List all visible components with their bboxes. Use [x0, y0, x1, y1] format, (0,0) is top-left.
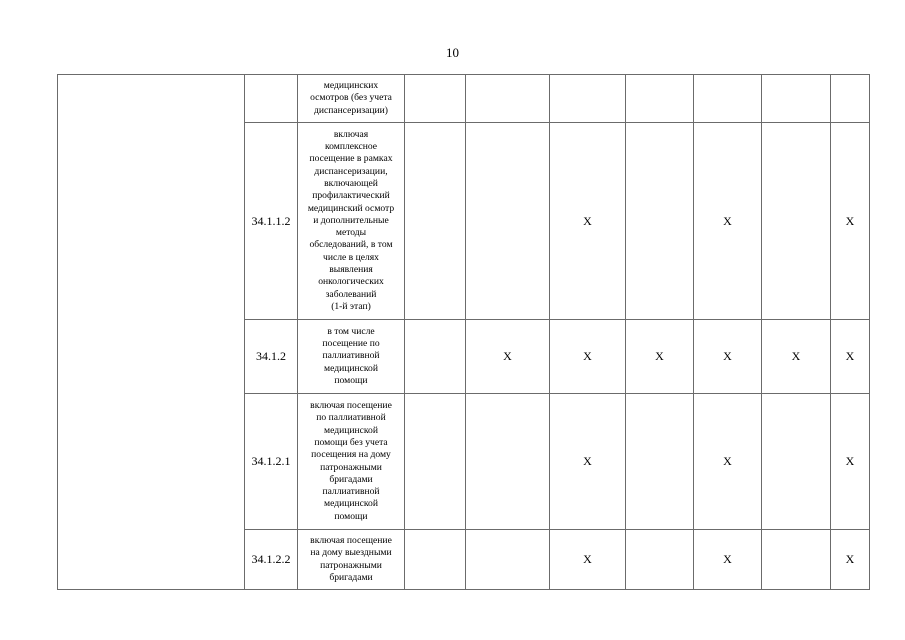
description-line: помощи без учета	[314, 436, 388, 448]
mark-cell	[762, 123, 831, 320]
description-line: посещение в рамках	[309, 153, 393, 165]
row-code	[245, 75, 298, 123]
row-code: 34.1.2	[245, 320, 298, 394]
mark-cell	[466, 394, 550, 530]
description-line: медицинской	[324, 498, 378, 510]
mark-cell	[466, 530, 550, 590]
mark-cell	[626, 75, 694, 123]
mark-cell	[694, 75, 762, 123]
description-line: обследований, в том	[309, 239, 393, 251]
mark-cell	[405, 530, 466, 590]
description-line: включающей	[324, 177, 378, 189]
description-line: методы	[335, 227, 367, 239]
description-line: патронажными	[320, 461, 382, 473]
row-description	[298, 530, 405, 590]
row-code: 34.1.2.2	[245, 530, 298, 590]
description-line: посещение по	[322, 338, 380, 350]
description-line: паллиативной	[322, 350, 380, 362]
mark-cell: X	[831, 530, 870, 590]
mark-cell: X	[694, 123, 762, 320]
description-line: бригадами	[329, 473, 373, 485]
description-line: посещения на дому	[311, 449, 391, 461]
mark-cell	[405, 320, 466, 394]
data-table	[57, 74, 870, 590]
mark-cell: X	[466, 320, 550, 394]
table-row	[58, 75, 870, 123]
mark-cell: X	[694, 394, 762, 530]
description-line: медицинских	[323, 80, 379, 92]
row-description	[298, 123, 405, 320]
description-line: включая посещение	[310, 400, 392, 412]
mark-cell: X	[831, 394, 870, 530]
mark-cell	[626, 530, 694, 590]
description-line: медицинской	[324, 424, 378, 436]
mark-cell	[626, 394, 694, 530]
description-line: медицинский осмотр	[307, 202, 395, 214]
mark-cell	[762, 75, 831, 123]
mark-cell	[466, 123, 550, 320]
row-description	[298, 75, 405, 123]
description-line: заболеваний	[325, 288, 377, 300]
description-line: помощи	[334, 374, 368, 386]
mark-cell: X	[694, 320, 762, 394]
description-line: осмотров (без учета	[310, 92, 392, 104]
page-number: 10	[446, 45, 459, 60]
mark-cell	[762, 530, 831, 590]
description-line: онкологических	[318, 276, 384, 288]
mark-cell	[831, 75, 870, 123]
mark-cell	[405, 394, 466, 530]
description-line: выявления	[329, 264, 373, 276]
mark-cell	[405, 75, 466, 123]
mark-cell: X	[550, 394, 626, 530]
mark-cell	[405, 123, 466, 320]
description-line: медицинской	[324, 362, 378, 374]
mark-cell: X	[550, 320, 626, 394]
merged-left-cell	[58, 75, 245, 590]
description-line: и дополнительные	[313, 214, 389, 226]
description-line: комплексное	[324, 141, 378, 153]
mark-cell: X	[831, 123, 870, 320]
description-line: включая	[333, 128, 369, 140]
mark-cell	[626, 123, 694, 320]
mark-cell: X	[550, 530, 626, 590]
row-description	[298, 394, 405, 530]
mark-cell: X	[550, 123, 626, 320]
description-line: в том числе	[327, 325, 375, 337]
description-line: патронажными	[320, 559, 382, 571]
description-line: по паллиативной	[316, 412, 386, 424]
mark-cell: X	[694, 530, 762, 590]
description-line: включая посещение	[310, 534, 392, 546]
mark-cell: X	[626, 320, 694, 394]
description-line: на дому выездными	[310, 547, 392, 559]
description-line: профилактический	[312, 190, 390, 202]
description-line: диспансеризации,	[314, 165, 388, 177]
mark-cell	[762, 394, 831, 530]
row-code: 34.1.1.2	[245, 123, 298, 320]
mark-cell: X	[831, 320, 870, 394]
row-code: 34.1.2.1	[245, 394, 298, 530]
mark-cell	[550, 75, 626, 123]
mark-cell	[466, 75, 550, 123]
description-line: помощи	[334, 510, 368, 522]
description-line: (1-й этап)	[331, 300, 371, 312]
description-line: диспансеризации)	[313, 104, 388, 116]
description-line: бригадами	[329, 571, 373, 583]
description-line: паллиативной	[322, 486, 380, 498]
row-description	[298, 320, 405, 394]
description-line: числе в целях	[323, 251, 379, 263]
mark-cell: X	[762, 320, 831, 394]
